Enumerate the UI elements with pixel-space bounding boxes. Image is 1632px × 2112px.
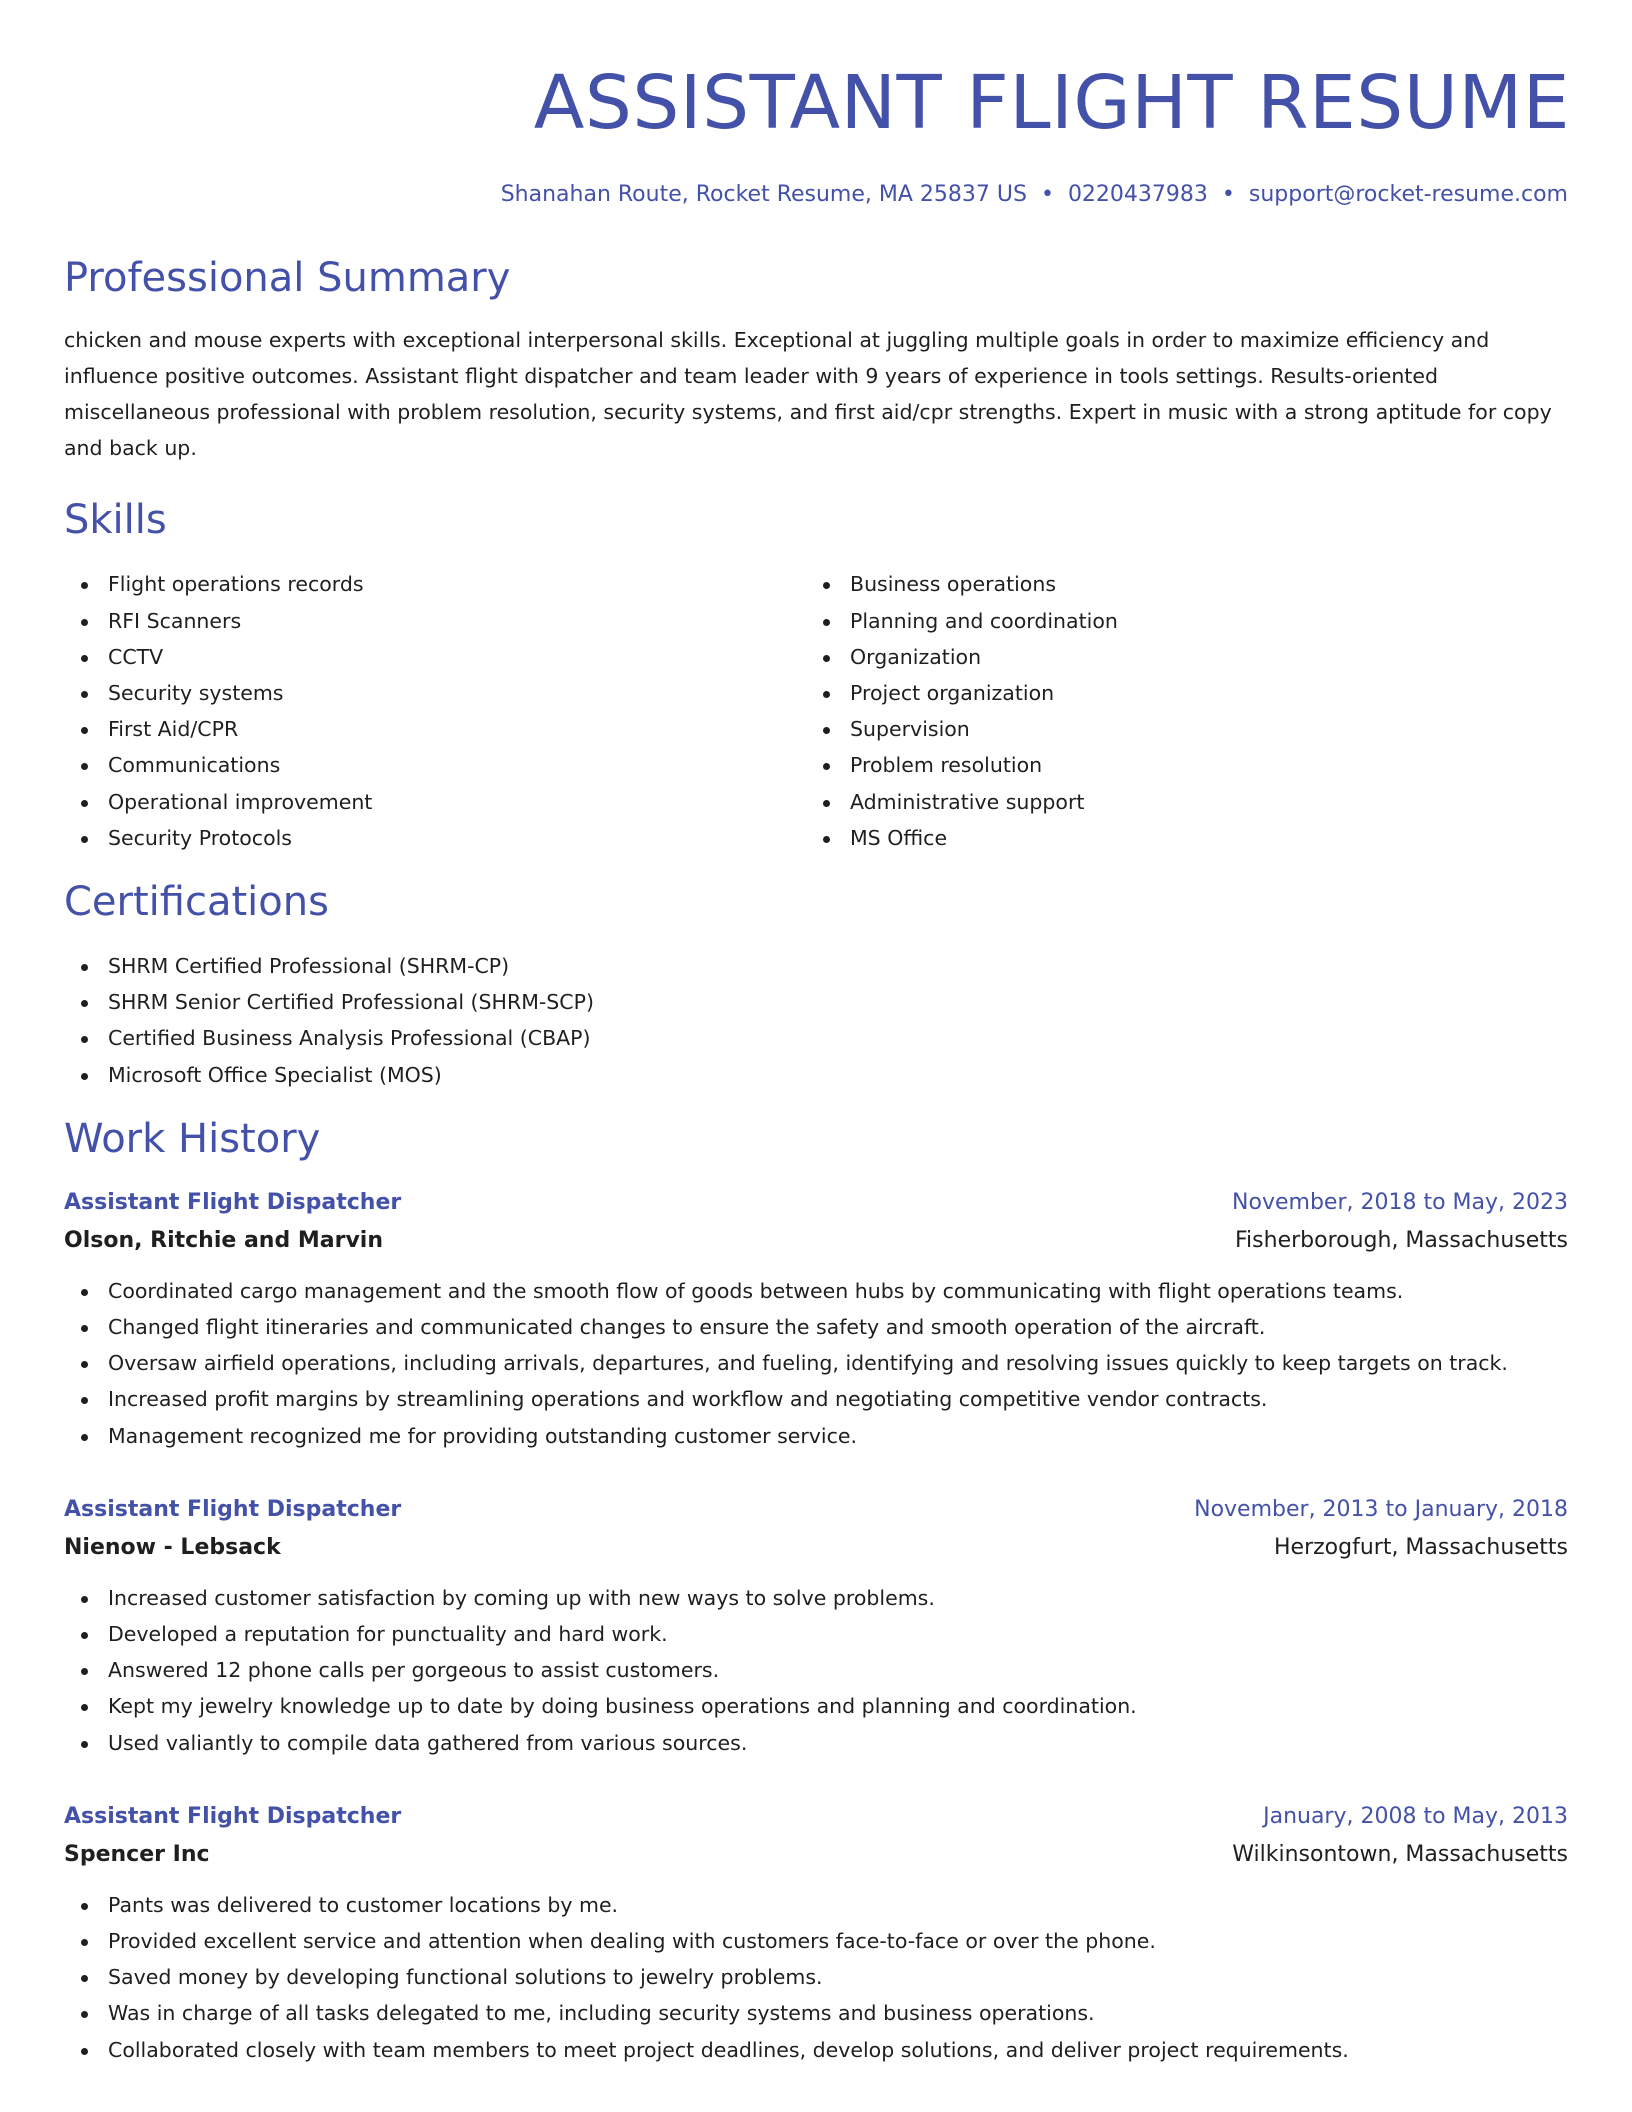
job-title: Assistant Flight Dispatcher [64,1496,402,1522]
skill-item: Supervision [806,711,1548,747]
job-entry [64,1185,1568,1454]
job-bullet: Oversaw airfield operations, including arrivals, departures, and fueling, identifying and resolving issues quickly to keep targets on track. [64,1345,1568,1381]
skills-columns [64,566,1568,856]
job-location: Fisherborough, Massachusetts [1235,1227,1568,1253]
job-title-row [64,1185,1568,1221]
job-company: Olson, Ritchie and Marvin [64,1227,383,1253]
job-title-row [64,1492,1568,1528]
contact-phone: 0220437983 [1067,182,1208,207]
job-company: Spencer Inc [64,1841,210,1867]
job-company-row [64,1835,1568,1875]
skill-item: MS Office [806,820,1548,856]
skill-item: Administrative support [806,784,1548,820]
job-bullet: Kept my jewelry knowledge up to date by doing business operations and planning and coordination. [64,1688,1568,1724]
skill-item: Planning and coordination [806,603,1548,639]
job-dates: November, 2018 to May, 2023 [1232,1189,1568,1215]
resume-header [64,60,1570,208]
skills-list-left [64,566,806,856]
certifications-section [64,878,1568,1093]
job-bullet: Saved money by developing functional solutions to jewelry problems. [64,1959,1568,1995]
skill-item: Business operations [806,566,1548,602]
job-location: Wilkinsontown, Massachusetts [1232,1841,1568,1867]
job-entry [64,1799,1568,2068]
skill-item: Project organization [806,675,1548,711]
job-dates: January, 2008 to May, 2013 [1263,1803,1568,1829]
job-bullet: Increased customer satisfaction by coming up with new ways to solve problems. [64,1580,1568,1616]
job-bullet: Used valiantly to compile data gathered from various sources. [64,1725,1568,1761]
contact-email[interactable]: support@rocket-resume.com [1248,182,1568,207]
skills-heading: Skills [64,497,167,544]
work-history-section [64,1115,1568,2068]
job-company-row [64,1528,1568,1568]
job-entry [64,1492,1568,1761]
skill-item: Organization [806,639,1548,675]
job-bullet: Developed a reputation for punctuality and hard work. [64,1616,1568,1652]
skill-item: Problem resolution [806,747,1548,783]
job-title-row [64,1799,1568,1835]
work-history-heading: Work History [64,1115,321,1162]
job-bullet: Increased profit margins by streamlining operations and workflow and negotiating competitive vendor contracts. [64,1381,1568,1417]
job-bullet: Answered 12 phone calls per gorgeous to assist customers. [64,1652,1568,1688]
job-bullet: Changed flight itineraries and communicated changes to ensure the safety and smooth operation of the aircraft. [64,1309,1568,1345]
job-company: Nienow - Lebsack [64,1534,281,1560]
summary-section [64,254,1568,466]
job-bullets [64,1580,1568,1761]
certifications-list [64,948,1568,1093]
certification-item: SHRM Certified Professional (SHRM-CP) [64,948,1568,984]
skill-item: Flight operations records [64,566,806,602]
contact-line [64,182,1568,208]
certification-item: Microsoft Office Specialist (MOS) [64,1057,1568,1093]
job-location: Herzogfurt, Massachusetts [1273,1534,1568,1560]
contact-separator: • [1221,182,1235,207]
certification-item: Certified Business Analysis Professional (CBAP) [64,1020,1568,1056]
skills-list-right [806,566,1548,856]
job-bullet: Pants was delivered to customer locations by me. [64,1887,1568,1923]
skill-item: Security Protocols [64,820,806,856]
skill-item: RFI Scanners [64,603,806,639]
contact-address: Shanahan Route, Rocket Resume, MA 25837 US [500,182,1027,207]
skill-item: Security systems [64,675,806,711]
job-bullet: Management recognized me for providing outstanding customer service. [64,1418,1568,1454]
job-bullets [64,1887,1568,2068]
summary-text: chicken and mouse experts with exceptional interpersonal skills. Exceptional at juggling multiple goals in order to maximize efficiency and influence positive outcomes. Assistant flight dispatcher and team leader with 9 years of experience in tools settings. Results-oriented miscellaneous professional with problem resolution, security systems, and first aid/cpr strengths. Expert in music with a strong aptitude for copy and back up. [64,328,1552,461]
job-dates: November, 2013 to January, 2018 [1194,1496,1568,1522]
job-bullet: Collaborated closely with team members to meet project deadlines, develop solutions, and deliver project requirements. [64,2032,1568,2068]
job-bullet: Coordinated cargo management and the smooth flow of goods between hubs by communicating with flight operations teams. [64,1273,1568,1309]
certification-item: SHRM Senior Certified Professional (SHRM-SCP) [64,984,1568,1020]
job-company-row [64,1221,1568,1261]
job-bullet: Provided excellent service and attention when dealing with customers face-to-face or over the phone. [64,1923,1568,1959]
summary-heading: Professional Summary [64,255,511,302]
skill-item: Communications [64,747,806,783]
job-title: Assistant Flight Dispatcher [64,1189,402,1215]
certifications-heading: Certifications [64,879,329,926]
skill-item: Operational improvement [64,784,806,820]
resume-name: ASSISTANT FLIGHT RESUME [533,60,1570,146]
skills-section [64,496,1568,856]
job-bullet: Was in charge of all tasks delegated to me, including security systems and business operations. [64,1995,1568,2031]
skill-item: First Aid/CPR [64,711,806,747]
contact-separator: • [1040,182,1054,207]
job-bullets [64,1273,1568,1454]
job-title: Assistant Flight Dispatcher [64,1803,402,1829]
skill-item: CCTV [64,639,806,675]
